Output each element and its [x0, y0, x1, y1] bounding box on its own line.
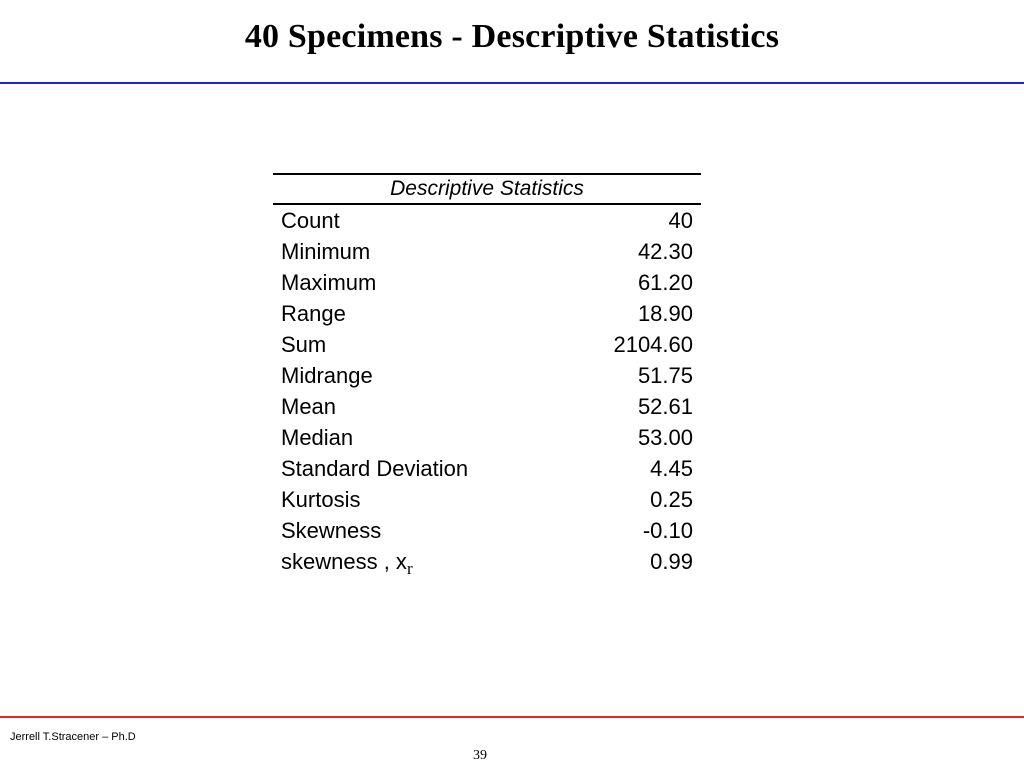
row-label: Minimum — [281, 239, 371, 264]
row-value: 18.90 — [637, 301, 693, 326]
row-label-main: skewness , x — [281, 549, 407, 574]
table-row — [273, 546, 701, 577]
table-row — [273, 267, 701, 298]
row-value: 42.30 — [637, 239, 693, 264]
table-row — [273, 205, 701, 236]
table-row — [273, 298, 701, 329]
row-label: Midrange — [281, 363, 373, 388]
row-value: 51.75 — [637, 363, 693, 388]
row-value: 0.25 — [650, 487, 693, 512]
row-value: 61.20 — [637, 270, 693, 295]
row-label: Median — [281, 425, 354, 450]
row-value: 53.00 — [637, 425, 693, 450]
row-label — [281, 546, 413, 577]
table-row — [273, 422, 701, 453]
row-label: Standard Deviation — [281, 456, 469, 481]
row-value: -0.10 — [642, 518, 693, 543]
table-header: Descriptive Statistics — [390, 177, 584, 200]
row-value: 4.45 — [650, 456, 693, 481]
title-divider — [0, 82, 1024, 84]
row-label: Mean — [281, 394, 337, 419]
row-value: 2104.60 — [613, 332, 693, 357]
row-label: Count — [281, 208, 340, 233]
row-label: Sum — [281, 332, 327, 357]
row-label: Kurtosis — [281, 487, 361, 512]
slide-title: 40 Specimens - Descriptive Statistics — [244, 18, 780, 55]
row-value: 40 — [668, 208, 693, 233]
page-number: 39 — [473, 748, 487, 763]
row-value: 0.99 — [650, 549, 693, 574]
table-row — [273, 360, 701, 391]
table-row — [273, 391, 701, 422]
row-label-subscript: r — [406, 559, 413, 578]
row-label: Range — [281, 301, 346, 326]
table-row — [273, 484, 701, 515]
table-row — [273, 515, 701, 546]
table-row — [273, 236, 701, 267]
row-label: Maximum — [281, 270, 377, 295]
row-value: 52.61 — [637, 394, 693, 419]
footer-divider — [0, 716, 1024, 718]
row-label: Skewness — [281, 518, 382, 543]
table-row — [273, 329, 701, 360]
footer-author: Jerrell T.Stracener – Ph.D — [10, 731, 136, 743]
table-row — [273, 453, 701, 484]
descriptive-statistics-table — [273, 173, 701, 577]
